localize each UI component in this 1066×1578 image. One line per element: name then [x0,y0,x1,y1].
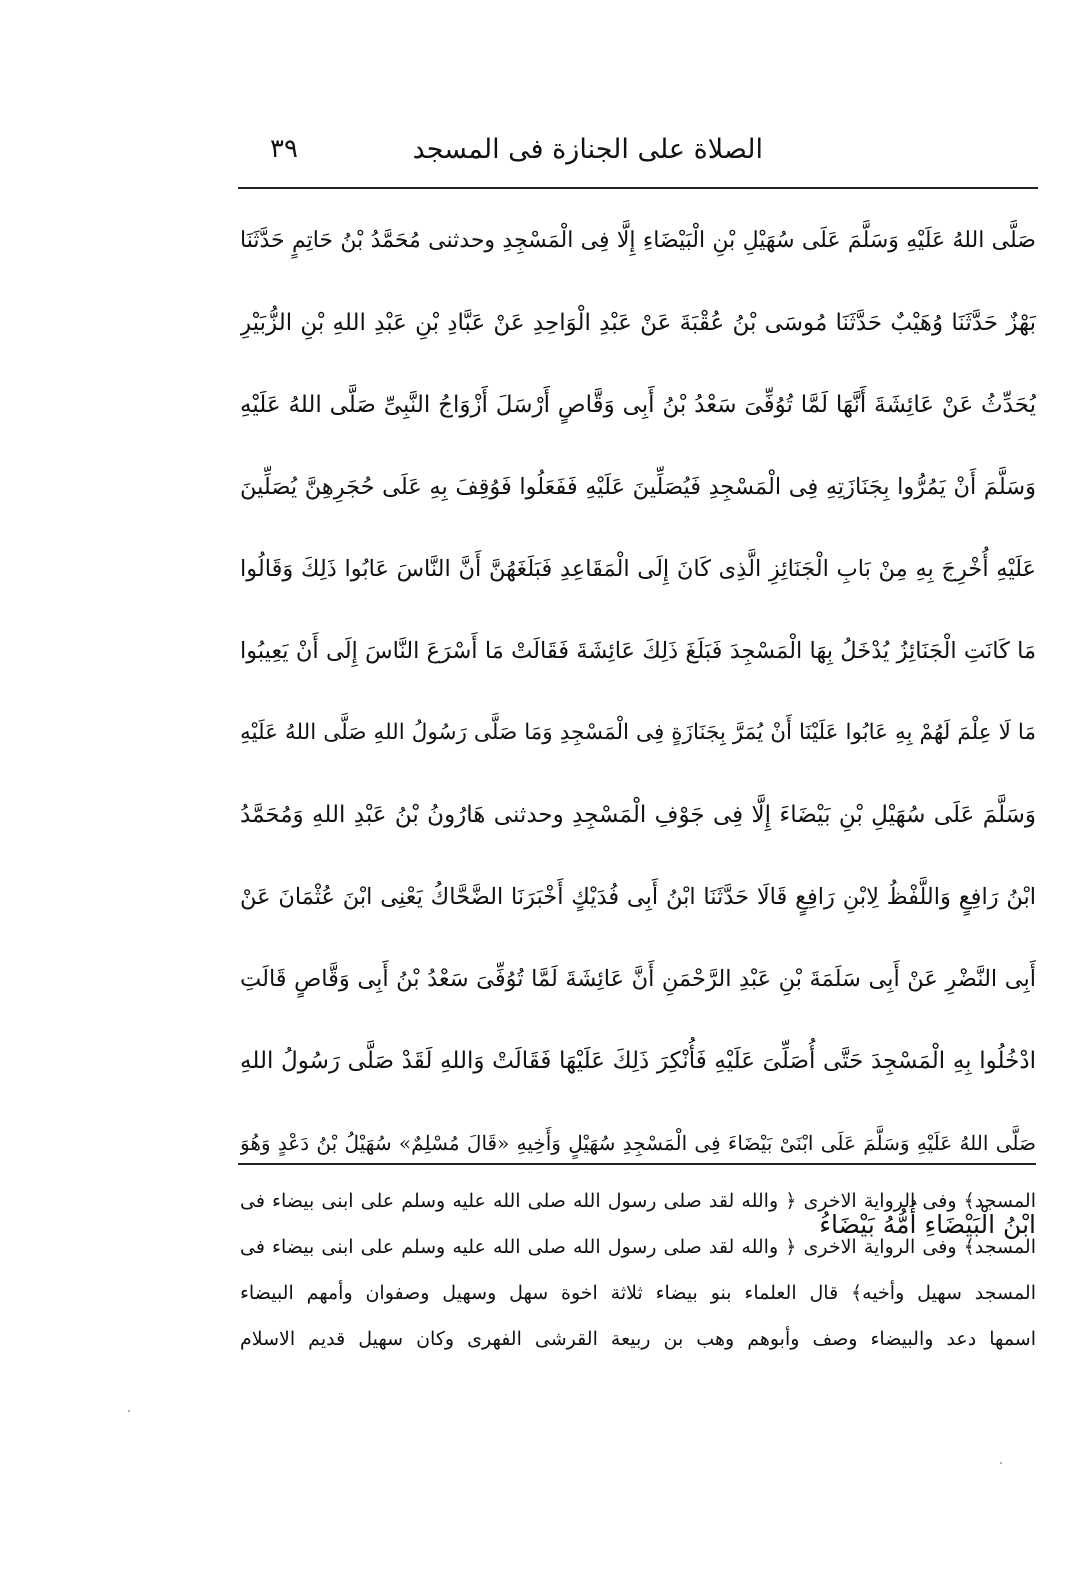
text-line: يُحَدِّثُ عَنْ عَائِشَةَ أَنَّهَا لَمَّا تُوُفِّىَ سَعْدُ بْنُ أَبِى وَقَّاصٍ أَرْسَلَ أَزْوَاجُ النَّبِىِّ صَلَّى اللهُ عَلَيْهِ [240,392,1036,418]
text-line: ابْنُ رَافِعٍ وَاللَّفْظُ لِابْنِ رَافِعٍ قَالَا حَدَّثَنَا ابْنُ أَبِى فُدَيْكٍ أَخْبَرَنَا الضَّحَّاكُ يَعْنِى ابْنَ عُثْمَانَ عَنْ [240,884,1036,910]
text-line: مَا كَانَتِ الْجَنَائِزُ يُدْخَلُ بِهَا الْمَسْجِدَ فَبَلَغَ ذَلِكَ عَائِشَةَ فَقَالَتْ مَا أَسْرَعَ النَّاسَ إِلَى أَنْ يَعِيبُوا [240,638,1036,664]
text-line: بَهْزٌ حَدَّثَنَا وُهَيْبٌ حَدَّثَنَا مُوسَى بْنُ عُقْبَةَ عَنْ عَبْدِ الْوَاحِدِ عَنْ عَبَّادِ بْنِ عَبْدِ اللهِ بْنِ الزُّبَيْرِ [240,310,1036,336]
footnote-rule [238,1163,1036,1165]
text-line: أَبِى النَّضْرِ عَنْ أَبِى سَلَمَةَ بْنِ عَبْدِ الرَّحْمَنِ أَنَّ عَائِشَةَ لَمَّا تُوُفِّىَ سَعْدُ بْنُ أَبِى وَقَّاصٍ قَالَتِ [240,966,1036,992]
text-line: وَسَلَّمَ أَنْ يَمُرُّوا بِجَنَازَتِهِ فِى الْمَسْجِدِ فَيُصَلِّينَ عَلَيْهِ فَفَعَلُوا فَوُقِفَ بِهِ عَلَى حُجَرِهِنَّ يُصَلِّينَ [240,474,1036,500]
page-number: ٣٩ [270,134,298,164]
running-header [238,128,1038,184]
chapter-title: الصلاة على الجنازة فى المسجد [412,134,763,165]
text-line: وَسَلَّمَ عَلَى سُهَيْلِ بْنِ بَيْضَاءَ إِلَّا فِى جَوْفِ الْمَسْجِدِ وحدثنى هَارُونُ بْنُ عَبْدِ اللهِ وَمُحَمَّدُ [240,802,1036,828]
text-line: صَلَّى اللهُ عَلَيْهِ وَسَلَّمَ عَلَى ابْنَىْ بَيْضَاءَ فِى الْمَسْجِدِ سُهَيْلٍ وَأَخِيهِ «قَالَ مُسْلِمٌ» سُهَيْلُ بْنُ دَعْدٍ وَهُوَ [240,1131,1036,1155]
commentary-line: المسجد﴾ وفى الرواية الاخرى ﴿ والله لقد صلى رسول الله صلى الله عليه وسلم على ابنى بيضاء فى [240,1236,1036,1258]
hadith-text-block [240,200,1036,1266]
scan-speck [1000,1462,1002,1464]
text-line: صَلَّى اللهُ عَلَيْهِ وَسَلَّمَ عَلَى سُهَيْلِ بْنِ الْبَيْضَاءِ إِلَّا فِى الْمَسْجِدِ وحدثنى مُحَمَّدُ بْنُ حَاتِمٍ حَدَّثَنَا [240,228,1036,253]
commentary-line: المسجد سهيل وأخيه﴾ قال العلماء بنو بيضاء ثلاثة اخوة سهل وسهيل وصفوان وأمهم البيضاء [240,1282,1036,1304]
text-line: ابْنُ الْبَيْضَاءِ أُمُّهُ بَيْضَاءُ [819,1210,1036,1239]
commentary-line: المسجد﴾ وفى الرواية الاخرى ﴿ والله لقد صلى رسول الله صلى الله عليه وسلم على ابنى بيضاء فى [240,1190,1036,1212]
header-rule [238,187,1038,189]
commentary-line: اسمها دعد والبيضاء وصف وأبوهم وهب بن ربيعة القرشى الفهرى وكان سهيل قديم الاسلام [240,1328,1036,1350]
scan-speck [128,1410,130,1412]
text-line: ادْخُلُوا بِهِ الْمَسْجِدَ حَتَّى أُصَلِّىَ عَلَيْهِ فَأُنْكِرَ ذَلِكَ عَلَيْهَا فَقَالَتْ وَاللهِ لَقَدْ صَلَّى رَسُولُ اللهِ [240,1048,1036,1074]
text-line: مَا لَا عِلْمَ لَهُمْ بِهِ عَابُوا عَلَيْنَا أَنْ يُمَرَّ بِجَنَازَةٍ فِى الْمَسْجِدِ وَمَا صَلَّى رَسُولُ اللهِ صَلَّى اللهُ عَلَيْهِ [240,720,1036,745]
commentary-block [240,1178,1036,1362]
text-line: عَلَيْهِ أُخْرِجَ بِهِ مِنْ بَابِ الْجَنَائِزِ الَّذِى كَانَ إِلَى الْمَقَاعِدِ فَبَلَغَهُنَّ أَنَّ النَّاسَ عَابُوا ذَلِكَ وَقَالُوا [240,556,1036,582]
